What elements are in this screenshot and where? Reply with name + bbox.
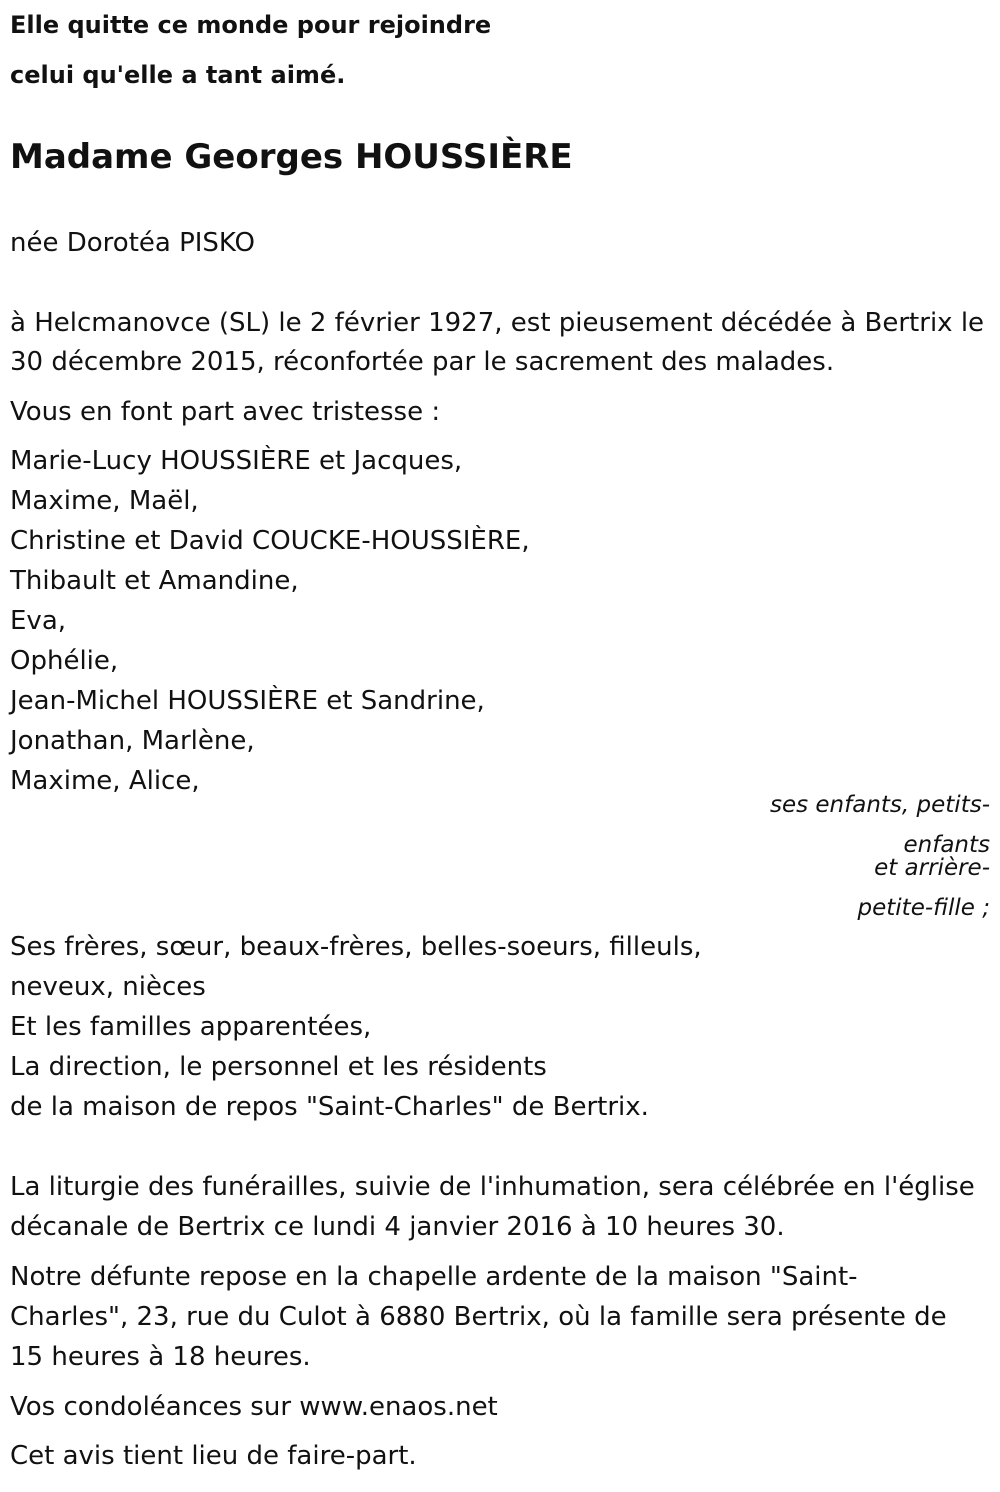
relationship-line: et arrière- <box>874 855 990 881</box>
announcement-line: à Helcmanovce (SL) le 2 février 1927, est pieusement décédée à Bertrix le <box>10 308 985 338</box>
others-line: La direction, le personnel et les résidents <box>10 1052 547 1082</box>
family-member-line: Jonathan, Marlène, <box>10 726 255 756</box>
family-member-line: Thibault et Amandine, <box>10 566 299 596</box>
birth-name: née Dorotéa PISKO <box>10 228 256 258</box>
announcement-line: 30 décembre 2015, réconfortée par le sacrement des malades. <box>10 347 835 377</box>
funeral-line: décanale de Bertrix ce lundi 4 janvier 2016 à 10 heures 30. <box>10 1212 785 1242</box>
others-line: Et les familles apparentées, <box>10 1012 372 1042</box>
others-line: neveux, nièces <box>10 972 206 1002</box>
relationship-line: petite-fille ; <box>857 895 990 921</box>
deceased-name: Madame Georges HOUSSIÈRE <box>10 137 573 177</box>
funeral-line: La liturgie des funérailles, suivie de l'inhumation, sera célébrée en l'église <box>10 1172 975 1202</box>
family-member-line: Marie-Lucy HOUSSIÈRE et Jacques, <box>10 446 463 476</box>
viewing-line: 15 heures à 18 heures. <box>10 1342 311 1372</box>
family-member-line: Maxime, Maël, <box>10 486 199 516</box>
family-intro: Vous en font part avec tristesse : <box>10 397 441 427</box>
family-member-line: Jean-Michel HOUSSIÈRE et Sandrine, <box>10 686 485 716</box>
intro-line: celui qu'elle a tant aimé. <box>10 61 346 89</box>
family-member-line: Christine et David COUCKE-HOUSSIÈRE, <box>10 526 530 556</box>
condolences-text: Vos condoléances sur www.enaos.net <box>10 1392 498 1422</box>
relationship-line: ses enfants, petits- <box>769 792 990 818</box>
viewing-line: Charles", 23, rue du Culot à 6880 Bertrix, où la famille sera présente de <box>10 1302 947 1332</box>
family-member-line: Maxime, Alice, <box>10 766 200 796</box>
closing-text: Cet avis tient lieu de faire-part. <box>10 1441 417 1471</box>
intro-line: Elle quitte ce monde pour rejoindre <box>10 11 492 39</box>
others-line: de la maison de repos "Saint-Charles" de Bertrix. <box>10 1092 649 1122</box>
relationship-line: enfants <box>903 832 990 858</box>
others-line: Ses frères, sœur, beaux-frères, belles-soeurs, filleuls, <box>10 932 702 962</box>
viewing-line: Notre défunte repose en la chapelle ardente de la maison "Saint- <box>10 1262 858 1292</box>
family-member-line: Eva, <box>10 606 67 636</box>
family-member-line: Ophélie, <box>10 646 119 676</box>
